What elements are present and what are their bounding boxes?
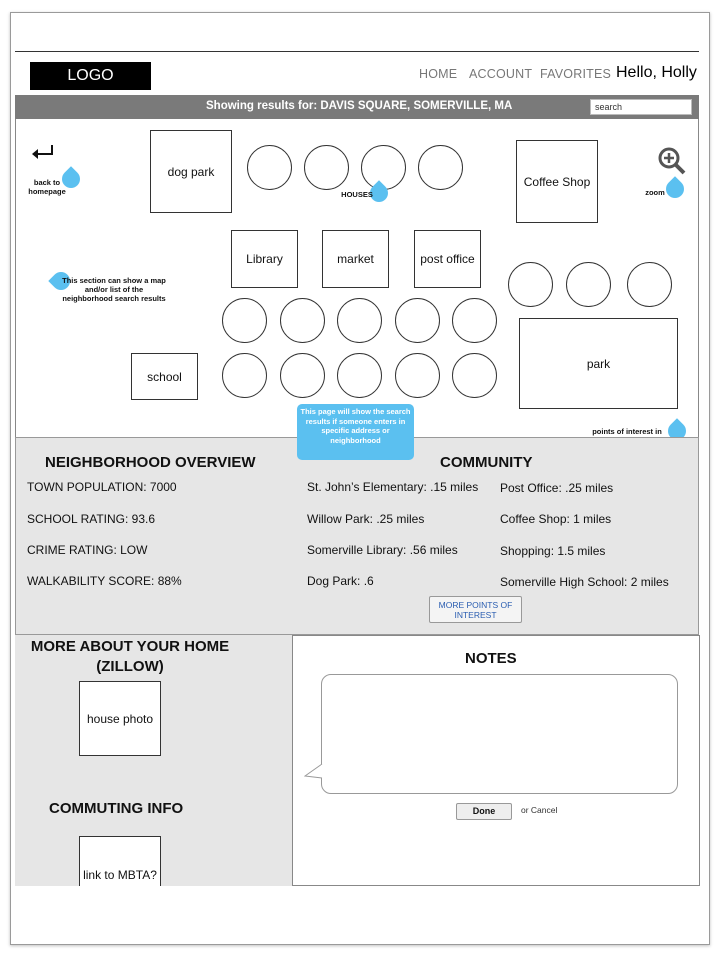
back-label[interactable]: back to homepage <box>28 178 66 196</box>
zillow-title: MORE ABOUT YOUR HOME (ZILLOW) <box>30 638 230 675</box>
houses-label: HOUSES <box>341 190 373 199</box>
post-office-marker[interactable]: post office <box>414 230 481 288</box>
house-marker[interactable] <box>361 145 406 190</box>
poi-note: points of interest in <box>592 427 662 436</box>
more-points-button[interactable]: MORE POINTS OF INTEREST <box>429 596 522 623</box>
house-marker[interactable] <box>418 145 463 190</box>
library-marker[interactable]: Library <box>231 230 298 288</box>
zoom-in-icon[interactable] <box>657 146 687 176</box>
community-item: Coffee Shop: 1 miles <box>500 512 612 526</box>
house-marker[interactable] <box>452 298 497 343</box>
coffee-shop-marker[interactable]: Coffee Shop <box>516 140 598 223</box>
house-marker[interactable] <box>395 298 440 343</box>
house-marker[interactable] <box>280 298 325 343</box>
community-item: Somerville High School: 2 miles <box>500 575 669 589</box>
house-marker[interactable] <box>280 353 325 398</box>
nav-favorites[interactable]: FAVORITES <box>540 67 612 81</box>
house-marker[interactable] <box>395 353 440 398</box>
market-marker[interactable]: market <box>322 230 389 288</box>
commute-title: COMMUTING INFO <box>49 800 184 817</box>
community-item: Dog Park: .6 <box>307 574 374 588</box>
house-marker[interactable] <box>566 262 611 307</box>
house-photo[interactable]: house photo <box>79 681 161 756</box>
community-title: COMMUNITY <box>440 454 533 471</box>
house-marker[interactable] <box>222 298 267 343</box>
speech-tail-icon <box>304 762 324 782</box>
dog-park-marker[interactable]: dog park <box>150 130 232 213</box>
logo[interactable]: LOGO <box>30 62 151 90</box>
done-button[interactable]: Done <box>456 803 512 820</box>
user-greeting: Hello, Holly <box>616 64 697 81</box>
nav-account[interactable]: ACCOUNT <box>469 67 533 81</box>
zoom-label: zoom <box>645 188 665 197</box>
community-item: St. John’s Elementary: .15 miles <box>307 480 479 494</box>
community-item: Post Office: .25 miles <box>500 481 614 495</box>
park-marker[interactable]: park <box>519 318 678 409</box>
header-divider <box>15 51 699 52</box>
community-item: Shopping: 1.5 miles <box>500 544 606 558</box>
stat-walkability: WALKABILITY SCORE: 88% <box>27 574 182 588</box>
back-arrow-icon[interactable] <box>28 142 56 164</box>
community-item: Willow Park: .25 miles <box>307 512 425 526</box>
school-marker[interactable]: school <box>131 353 198 400</box>
overview-title: NEIGHBORHOOD OVERVIEW <box>45 454 256 471</box>
house-marker[interactable] <box>247 145 292 190</box>
notes-textarea[interactable] <box>321 674 678 794</box>
house-marker[interactable] <box>627 262 672 307</box>
stat-school-rating: SCHOOL RATING: 93.6 <box>27 512 156 526</box>
house-marker[interactable] <box>508 262 553 307</box>
notes-title: NOTES <box>465 650 517 667</box>
nav-home[interactable]: HOME <box>419 67 458 81</box>
house-marker[interactable] <box>337 353 382 398</box>
mbta-link[interactable]: link to MBTA? <box>79 836 161 886</box>
search-input[interactable]: search <box>590 99 692 115</box>
house-marker[interactable] <box>304 145 349 190</box>
results-text: Showing results for: DAVIS SQUARE, SOMERVILLE, MA <box>206 100 513 112</box>
community-item: Somerville Library: .56 miles <box>307 543 458 557</box>
cancel-link[interactable]: or Cancel <box>521 805 558 815</box>
stat-population: TOWN POPULATION: 7000 <box>27 480 177 494</box>
stat-crime-rating: CRIME RATING: LOW <box>27 543 148 557</box>
house-marker[interactable] <box>452 353 497 398</box>
house-marker[interactable] <box>222 353 267 398</box>
page-note-callout: This page will show the search results if someone enters in specific address or neighborhood <box>297 404 414 460</box>
map-note: This section can show a map and/or list of the neighborhood search results <box>62 276 166 303</box>
house-marker[interactable] <box>337 298 382 343</box>
